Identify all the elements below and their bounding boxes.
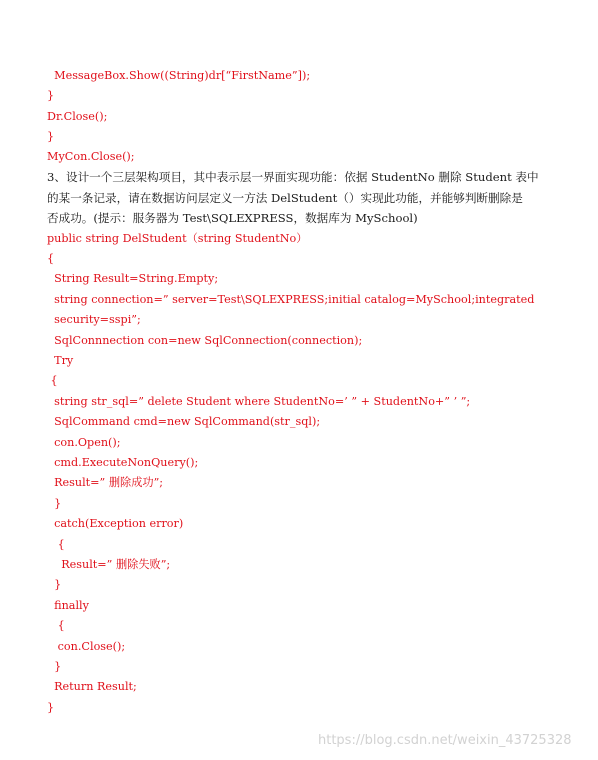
code-line-22: Result=” 删除失败”; [47,558,171,571]
code-line-11: SqlConnnection con=new SqlConnection(connection); [47,334,363,347]
code-line-27: } [47,660,62,673]
code-line-26: con.Close(); [47,640,126,653]
code-line-10: security=sspi”; [47,313,141,326]
code-line-24: finally [47,599,89,612]
code-line-5: MyCon.Close(); [47,150,135,163]
code-line-18: Result=” 删除成功”; [47,476,164,489]
code-line-4: } [47,130,55,143]
code-line-21: { [47,538,65,551]
code-line-15: SqlCommand cmd=new SqlCommand(str_sql); [47,415,321,428]
code-line-17: cmd.ExecuteNonQuery(); [47,456,199,469]
code-line-1: MessageBox.Show((String)dr[“FirstName”]); [47,69,311,82]
code-line-14: string str_sql=” delete Student where StudentNo=’ ” + StudentNo+” ’ ”; [47,395,471,408]
question-line-1: 3、设计一个三层架构项目，其中表示层一界面实现功能：依据 StudentNo 删除 Student 表中 [47,170,539,184]
code-line-23: } [47,578,62,591]
code-line-6: public string DelStudent（string StudentNo） [47,232,308,245]
code-line-3: Dr.Close(); [47,110,108,123]
code-line-8: String Result=String.Empty; [47,272,219,285]
code-line-9: string connection=” server=Test\SQLEXPRESS;initial catalog=MySchool;integrated [47,293,535,306]
code-line-12: Try [47,354,74,367]
code-line-29: } [47,701,55,714]
question-line-2: 的某一条记录，请在数据访问层定义一方法 DelStudent（）实现此功能，并能够判断删除是 [47,191,523,205]
code-line-13: { [47,374,58,387]
code-line-7: { [47,252,55,265]
question-line-3: 否成功。(提示：服务器为 Test\SQLEXPRESS，数据库为 MySchool) [47,211,418,225]
code-line-2: } [47,89,55,102]
code-line-19: } [47,497,62,510]
code-line-16: con.Open(); [47,436,121,449]
code-line-20: catch(Exception error) [47,517,184,530]
watermark-text: https://blog.csdn.net/weixin_43725328 [318,733,572,748]
code-line-28: Return Result; [47,680,137,693]
code-line-25: { [47,619,65,632]
